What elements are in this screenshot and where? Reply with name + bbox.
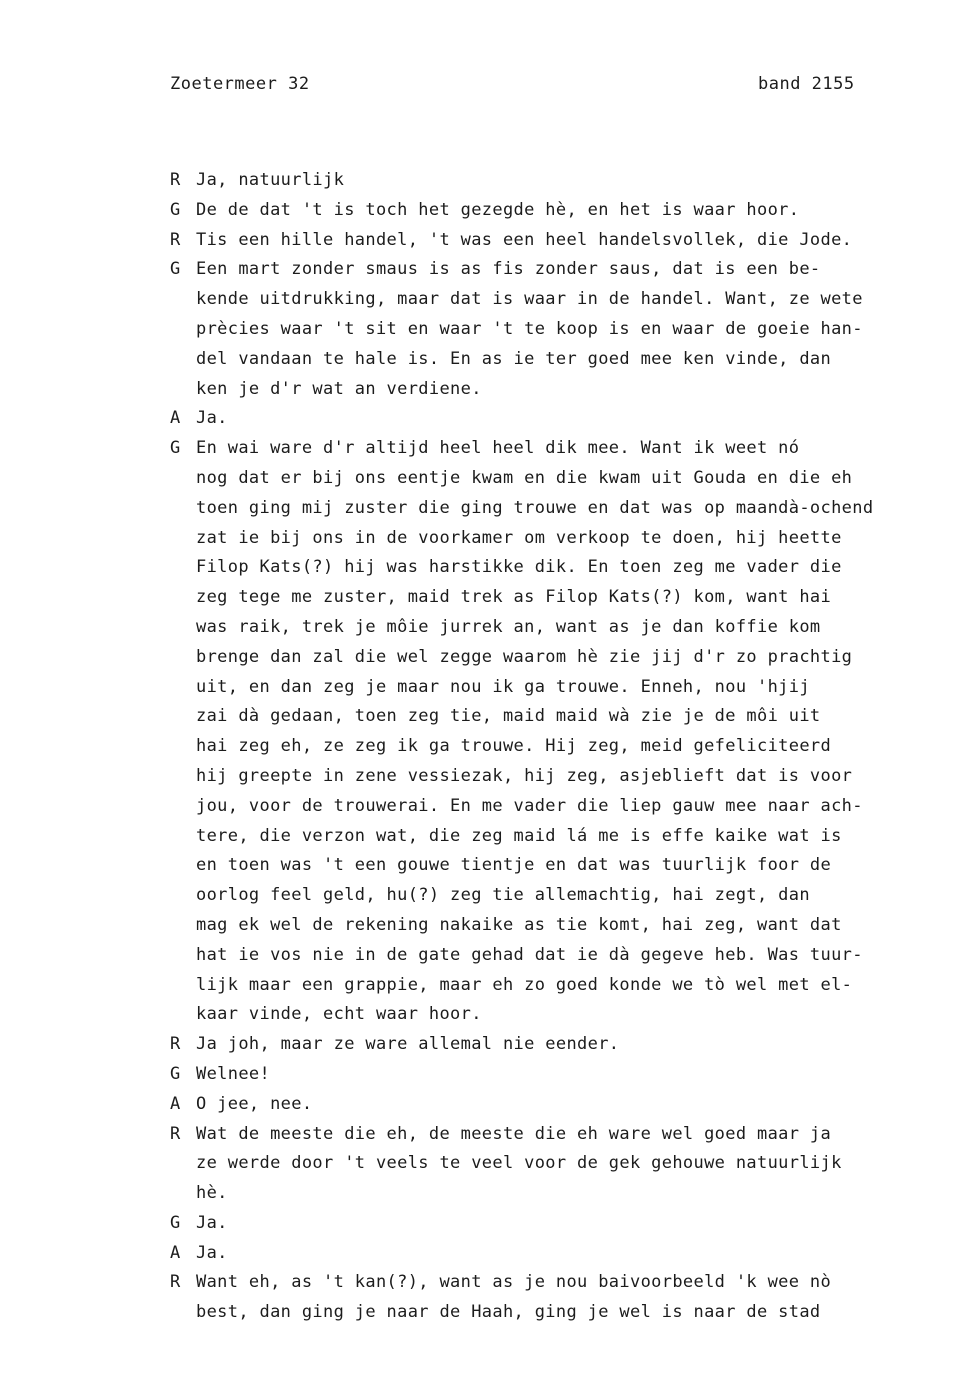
utterance-line: zat ie bij ons in de voorkamer om verkoop te doen, hij heette	[196, 527, 842, 548]
utterance-line: toen ging mij zuster die ging trouwe en dat was op maandà-ochend	[196, 497, 874, 518]
utterance-line: zai dà gedaan, toen zeg tie, maid maid wà zie je de môi uit	[196, 706, 821, 727]
utterance	[196, 1030, 975, 1060]
utterance-line: De de dat 't is toch het gezegde hè, en het is waar hoor.	[196, 199, 800, 220]
utterance-line: Welnee!	[196, 1063, 271, 1084]
utterance-line: zeg tege me zuster, maid trek as Filop Kats(?) kom, want hai	[196, 587, 832, 608]
speaker-label: G	[170, 1212, 181, 1233]
transcript-turn	[170, 1239, 975, 1269]
transcript-turn	[170, 1030, 975, 1060]
utterance-line: was raik, trek je môie jurrek an, want as je dan koffie kom	[196, 616, 821, 637]
utterance	[196, 1239, 975, 1269]
utterance-line: oorlog feel geld, hu(?) zeg tie allemachtig, hai zegt, dan	[196, 885, 810, 906]
utterance	[196, 1090, 975, 1120]
utterance-line: kende uitdrukking, maar dat is waar in de handel. Want, ze wete	[196, 289, 863, 310]
speaker-label: G	[170, 1063, 181, 1084]
transcript-turn	[170, 404, 975, 434]
header-tape-number: band 2155	[758, 74, 855, 94]
utterance-line: prècies waar 't sit en waar 't te koop is en waar de goeie han-	[196, 318, 863, 339]
utterance-line: hat ie vos nie in de gate gehad dat ie dà gegeve heb. Was tuur-	[196, 944, 863, 965]
utterance	[196, 166, 975, 196]
transcript-turn	[170, 434, 975, 1030]
utterance-line: hè.	[196, 1183, 228, 1204]
utterance-line: mag ek wel de rekening nakaike as tie komt, hai zeg, want dat	[196, 914, 842, 935]
utterance-line: kaar vinde, echt waar hoor.	[196, 1004, 482, 1025]
utterance	[196, 404, 975, 434]
utterance	[196, 226, 975, 256]
utterance-line: en toen was 't een gouwe tientje en dat was tuurlijk foor de	[196, 855, 832, 876]
header-location: Zoetermeer 32	[170, 74, 310, 94]
utterance-line: nog dat er bij ons eentje kwam en die kwam uit Gouda en die eh	[196, 467, 853, 488]
utterance-line: O jee, nee.	[196, 1093, 313, 1114]
utterance-line: best, dan ging je naar de Haah, ging je wel is naar de stad	[196, 1302, 821, 1323]
utterance-line: Want eh, as 't kan(?), want as je nou baivoorbeeld 'k wee nò	[196, 1272, 832, 1293]
utterance-line: Ja.	[196, 1242, 228, 1263]
utterance-line: En wai ware d'r altijd heel heel dik mee. Want ik weet nó	[196, 438, 800, 459]
utterance-line: ken je d'r wat an verdiene.	[196, 378, 482, 399]
utterance-line: Tis een hille handel, 't was een heel handelsvollek, die Jode.	[196, 229, 853, 250]
utterance-line: Een mart zonder smaus is as fis zonder saus, dat is een be-	[196, 259, 821, 280]
utterance-line: uit, en dan zeg je maar nou ik ga trouwe. Enneh, nou 'hjij	[196, 676, 810, 697]
transcript-body	[170, 166, 975, 1328]
transcript-turn	[170, 1268, 975, 1328]
utterance	[196, 434, 975, 1030]
transcript-turn	[170, 1060, 975, 1090]
utterance-line: del vandaan te hale is. En as ie ter goed mee ken vinde, dan	[196, 348, 832, 369]
utterance-line: lijk maar een grappie, maar eh zo goed konde we tò wel met el-	[196, 974, 853, 995]
speaker-label: A	[170, 1242, 181, 1263]
utterance-line: hai zeg eh, ze zeg ik ga trouwe. Hij zeg, meid gefeliciteerd	[196, 736, 832, 757]
speaker-label: R	[170, 1272, 181, 1293]
utterance	[196, 255, 975, 404]
utterance-line: Filop Kats(?) hij was harstikke dik. En toen zeg me vader die	[196, 557, 842, 578]
transcript-turn	[170, 1120, 975, 1209]
utterance-line: tere, die verzon wat, die zeg maid lá me is effe kaike wat is	[196, 825, 842, 846]
utterance-line: Ja.	[196, 1212, 228, 1233]
speaker-label: R	[170, 170, 181, 190]
transcript-turn	[170, 1209, 975, 1239]
utterance-line: ze werde door 't veels te veel voor de gek gehouwe natuurlijk	[196, 1153, 842, 1174]
utterance	[196, 196, 975, 226]
transcript-turn	[170, 226, 975, 256]
utterance-line: jou, voor de trouwerai. En me vader die liep gauw mee naar ach-	[196, 795, 863, 816]
utterance-line: hij greepte in zene vessiezak, hij zeg, asjeblieft dat is voor	[196, 765, 853, 786]
speaker-label: R	[170, 229, 181, 250]
utterance	[196, 1120, 975, 1209]
utterance-line: Ja.	[196, 408, 228, 429]
transcript-turn	[170, 255, 975, 404]
transcript-turn	[170, 1090, 975, 1120]
speaker-label: A	[170, 1093, 181, 1114]
transcript-turn	[170, 166, 975, 196]
speaker-label: G	[170, 438, 181, 459]
transcript-turn	[170, 196, 975, 226]
utterance-line: Wat de meeste die eh, de meeste die eh ware wel goed maar ja	[196, 1123, 832, 1144]
utterance	[196, 1268, 975, 1328]
speaker-label: A	[170, 408, 181, 429]
utterance-line: brenge dan zal die wel zegge waarom hè zie jij d'r zo prachtig	[196, 646, 853, 667]
speaker-label: R	[170, 1034, 181, 1055]
speaker-label: G	[170, 259, 181, 280]
utterance	[196, 1060, 975, 1090]
utterance-line: Ja, natuurlijk	[196, 170, 345, 190]
speaker-label: G	[170, 199, 181, 220]
speaker-label: R	[170, 1123, 181, 1144]
utterance-line: Ja joh, maar ze ware allemal nie eender.	[196, 1034, 620, 1055]
utterance	[196, 1209, 975, 1239]
